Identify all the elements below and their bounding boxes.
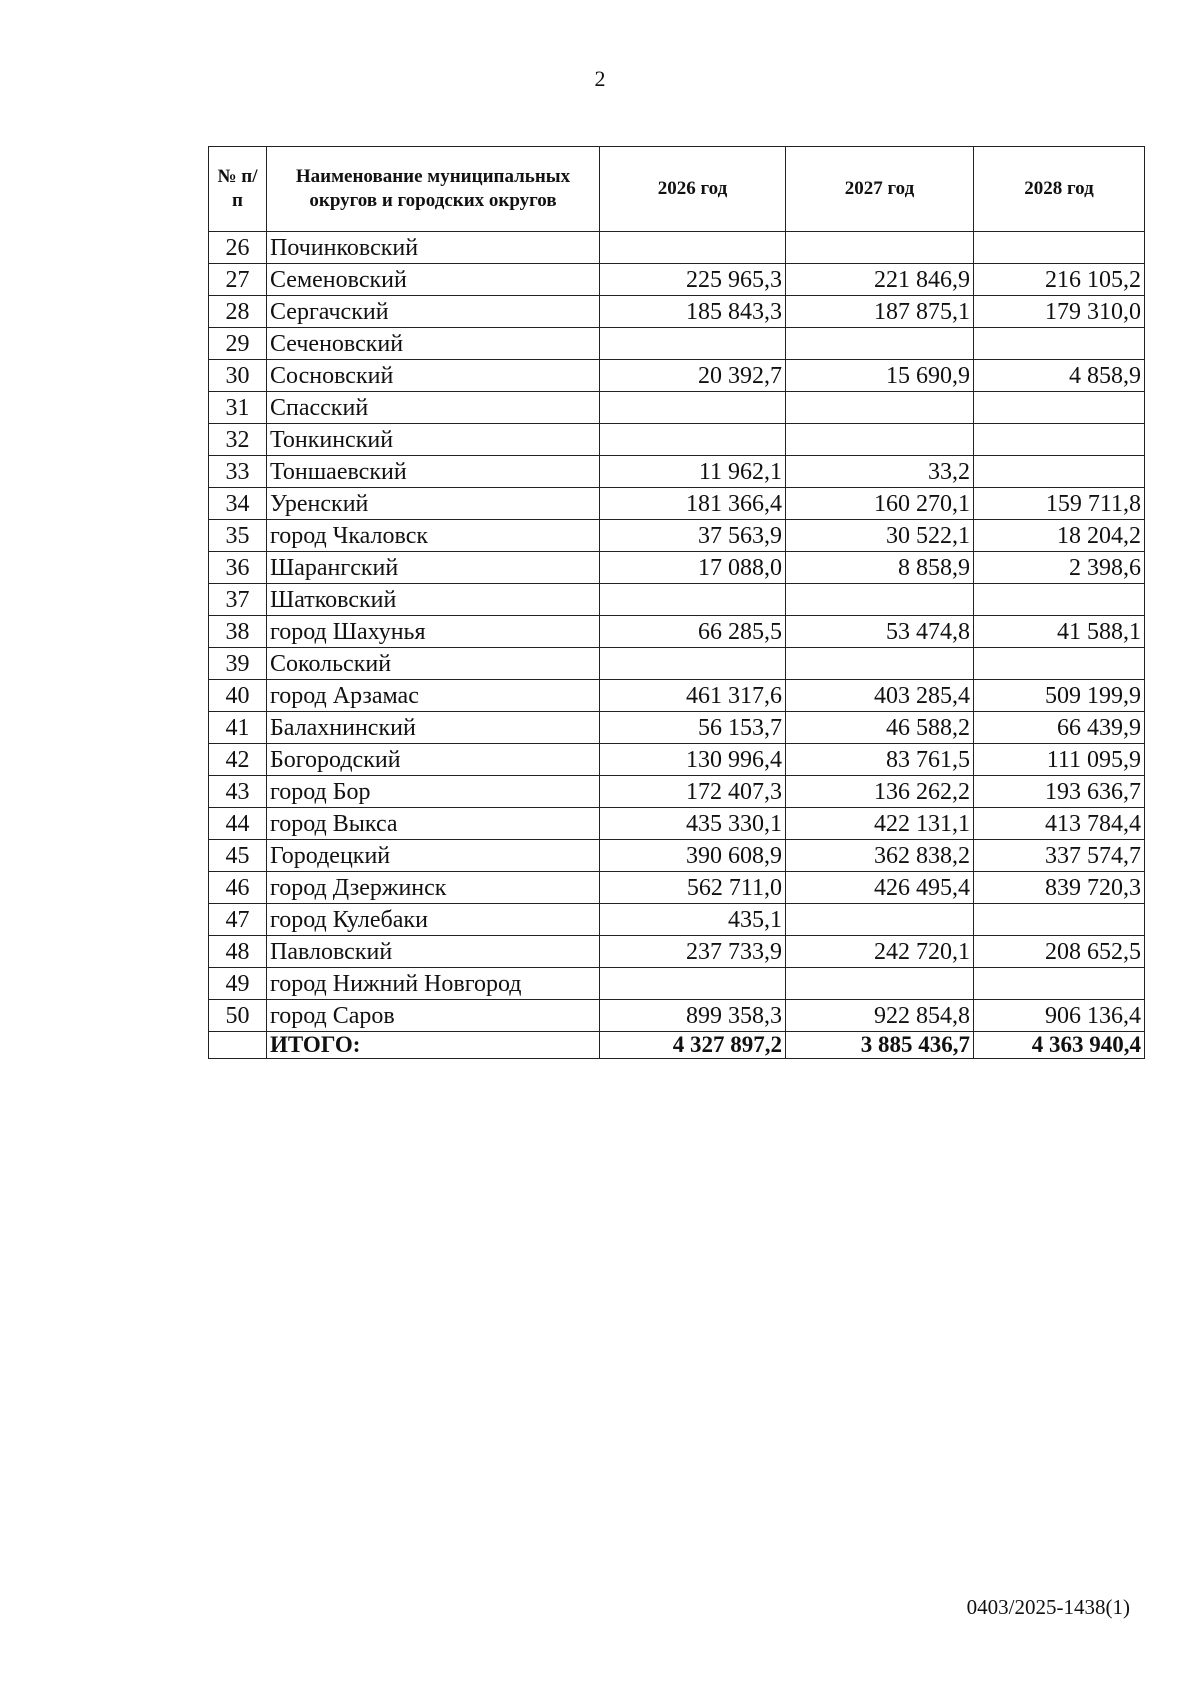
row-value-2027 xyxy=(786,584,974,616)
row-value-2028: 413 784,4 xyxy=(974,808,1145,840)
row-value-2027: 422 131,1 xyxy=(786,808,974,840)
row-value-2028: 193 636,7 xyxy=(974,776,1145,808)
row-name: Спасский xyxy=(267,392,600,424)
row-num: 49 xyxy=(209,968,267,1000)
row-name: Уренский xyxy=(267,488,600,520)
table-row xyxy=(209,744,1145,776)
row-name: Шарангский xyxy=(267,552,600,584)
row-value-2027: 426 495,4 xyxy=(786,872,974,904)
row-value-2027 xyxy=(786,424,974,456)
row-value-2028: 509 199,9 xyxy=(974,680,1145,712)
table-row xyxy=(209,232,1145,264)
row-num: 37 xyxy=(209,584,267,616)
row-value-2026 xyxy=(600,232,786,264)
row-value-2028: 216 105,2 xyxy=(974,264,1145,296)
row-value-2026: 20 392,7 xyxy=(600,360,786,392)
row-value-2027: 33,2 xyxy=(786,456,974,488)
table-row xyxy=(209,936,1145,968)
row-value-2027: 53 474,8 xyxy=(786,616,974,648)
row-value-2027: 46 588,2 xyxy=(786,712,974,744)
table-row xyxy=(209,904,1145,936)
table-row xyxy=(209,328,1145,360)
row-name: Павловский xyxy=(267,936,600,968)
row-value-2026: 172 407,3 xyxy=(600,776,786,808)
row-value-2027: 8 858,9 xyxy=(786,552,974,584)
row-value-2026 xyxy=(600,648,786,680)
table-row xyxy=(209,360,1145,392)
row-value-2028: 111 095,9 xyxy=(974,744,1145,776)
row-value-2026: 66 285,5 xyxy=(600,616,786,648)
table-row xyxy=(209,808,1145,840)
row-name: Сергачский xyxy=(267,296,600,328)
row-num: 27 xyxy=(209,264,267,296)
row-value-2028 xyxy=(974,424,1145,456)
row-value-2028: 179 310,0 xyxy=(974,296,1145,328)
row-value-2026: 461 317,6 xyxy=(600,680,786,712)
row-value-2026: 562 711,0 xyxy=(600,872,786,904)
row-value-2028 xyxy=(974,232,1145,264)
page-number: 2 xyxy=(594,66,606,91)
row-num: 32 xyxy=(209,424,267,456)
row-value-2027: 922 854,8 xyxy=(786,1000,974,1032)
row-num: 44 xyxy=(209,808,267,840)
total-num-cell xyxy=(209,1032,267,1059)
row-num: 28 xyxy=(209,296,267,328)
document-code: 0403/2025-1438(1) xyxy=(966,1595,1130,1619)
row-num: 36 xyxy=(209,552,267,584)
row-value-2028: 41 588,1 xyxy=(974,616,1145,648)
table-row xyxy=(209,680,1145,712)
table-row xyxy=(209,872,1145,904)
row-value-2026 xyxy=(600,424,786,456)
row-value-2028 xyxy=(974,584,1145,616)
table-row xyxy=(209,968,1145,1000)
row-name: Городецкий xyxy=(267,840,600,872)
row-value-2028: 906 136,4 xyxy=(974,1000,1145,1032)
row-value-2026: 56 153,7 xyxy=(600,712,786,744)
row-name: город Саров xyxy=(267,1000,600,1032)
row-num: 34 xyxy=(209,488,267,520)
total-label: ИТОГО: xyxy=(267,1032,600,1059)
row-num: 29 xyxy=(209,328,267,360)
row-num: 41 xyxy=(209,712,267,744)
row-value-2026: 390 608,9 xyxy=(600,840,786,872)
row-num: 50 xyxy=(209,1000,267,1032)
row-name: город Арзамас xyxy=(267,680,600,712)
table-row xyxy=(209,616,1145,648)
row-value-2027: 160 270,1 xyxy=(786,488,974,520)
row-name: Шатковский xyxy=(267,584,600,616)
header-row xyxy=(209,147,1145,232)
table-body xyxy=(209,232,1145,1032)
row-name: Балахнинский xyxy=(267,712,600,744)
row-name: город Дзержинск xyxy=(267,872,600,904)
row-value-2028: 159 711,8 xyxy=(974,488,1145,520)
row-value-2027: 187 875,1 xyxy=(786,296,974,328)
row-value-2026: 899 358,3 xyxy=(600,1000,786,1032)
row-value-2027 xyxy=(786,328,974,360)
row-value-2027 xyxy=(786,904,974,936)
row-value-2028: 839 720,3 xyxy=(974,872,1145,904)
row-value-2026: 225 965,3 xyxy=(600,264,786,296)
row-name: Сеченовский xyxy=(267,328,600,360)
row-value-2026: 130 996,4 xyxy=(600,744,786,776)
row-value-2028 xyxy=(974,392,1145,424)
row-value-2026 xyxy=(600,968,786,1000)
table-row xyxy=(209,392,1145,424)
total-2028: 4 363 940,4 xyxy=(974,1032,1145,1059)
row-value-2028 xyxy=(974,968,1145,1000)
row-num: 35 xyxy=(209,520,267,552)
row-value-2027: 242 720,1 xyxy=(786,936,974,968)
row-value-2028: 4 858,9 xyxy=(974,360,1145,392)
header-2027: 2027 год xyxy=(786,147,974,232)
row-value-2026: 185 843,3 xyxy=(600,296,786,328)
row-value-2028 xyxy=(974,904,1145,936)
row-name: город Чкаловск xyxy=(267,520,600,552)
row-num: 43 xyxy=(209,776,267,808)
row-name: Починковский xyxy=(267,232,600,264)
row-num: 42 xyxy=(209,744,267,776)
row-value-2028: 337 574,7 xyxy=(974,840,1145,872)
row-value-2026 xyxy=(600,328,786,360)
header-name: Наименование муниципальных округов и городских округов xyxy=(267,147,600,232)
row-name: город Нижний Новгород xyxy=(267,968,600,1000)
row-value-2027 xyxy=(786,392,974,424)
row-num: 26 xyxy=(209,232,267,264)
table-row xyxy=(209,520,1145,552)
row-value-2027 xyxy=(786,232,974,264)
table-row xyxy=(209,264,1145,296)
row-num: 38 xyxy=(209,616,267,648)
row-num: 47 xyxy=(209,904,267,936)
table-footer xyxy=(209,1032,1145,1059)
total-2027: 3 885 436,7 xyxy=(786,1032,974,1059)
row-value-2026: 17 088,0 xyxy=(600,552,786,584)
row-value-2027: 83 761,5 xyxy=(786,744,974,776)
table-row xyxy=(209,584,1145,616)
row-value-2028: 2 398,6 xyxy=(974,552,1145,584)
row-num: 46 xyxy=(209,872,267,904)
row-value-2028: 208 652,5 xyxy=(974,936,1145,968)
row-value-2027: 362 838,2 xyxy=(786,840,974,872)
row-value-2027: 15 690,9 xyxy=(786,360,974,392)
row-value-2026 xyxy=(600,584,786,616)
row-name: Тоншаевский xyxy=(267,456,600,488)
row-value-2026: 435 330,1 xyxy=(600,808,786,840)
row-name: город Бор xyxy=(267,776,600,808)
row-value-2027: 221 846,9 xyxy=(786,264,974,296)
row-name: город Шахунья xyxy=(267,616,600,648)
row-value-2026: 181 366,4 xyxy=(600,488,786,520)
row-value-2026 xyxy=(600,392,786,424)
row-num: 31 xyxy=(209,392,267,424)
row-value-2026: 37 563,9 xyxy=(600,520,786,552)
row-name: Тонкинский xyxy=(267,424,600,456)
row-num: 40 xyxy=(209,680,267,712)
table-row xyxy=(209,488,1145,520)
table-row xyxy=(209,648,1145,680)
budget-table xyxy=(208,146,1145,1059)
row-name: Семеновский xyxy=(267,264,600,296)
row-value-2028: 18 204,2 xyxy=(974,520,1145,552)
header-2026: 2026 год xyxy=(600,147,786,232)
row-name: город Кулебаки xyxy=(267,904,600,936)
table-row xyxy=(209,456,1145,488)
header-2028: 2028 год xyxy=(974,147,1145,232)
table-row xyxy=(209,712,1145,744)
row-num: 48 xyxy=(209,936,267,968)
table-header xyxy=(209,147,1145,232)
row-num: 39 xyxy=(209,648,267,680)
row-name: Богородский xyxy=(267,744,600,776)
row-value-2027: 136 262,2 xyxy=(786,776,974,808)
row-name: город Выкса xyxy=(267,808,600,840)
table-row xyxy=(209,776,1145,808)
row-value-2028 xyxy=(974,648,1145,680)
table-row xyxy=(209,296,1145,328)
table-row xyxy=(209,552,1145,584)
table-row xyxy=(209,1000,1145,1032)
row-num: 45 xyxy=(209,840,267,872)
row-value-2027 xyxy=(786,968,974,1000)
row-value-2027: 403 285,4 xyxy=(786,680,974,712)
row-value-2026: 11 962,1 xyxy=(600,456,786,488)
row-value-2027 xyxy=(786,648,974,680)
row-num: 33 xyxy=(209,456,267,488)
table-row xyxy=(209,424,1145,456)
total-2026: 4 327 897,2 xyxy=(600,1032,786,1059)
row-name: Сосновский xyxy=(267,360,600,392)
row-value-2026: 237 733,9 xyxy=(600,936,786,968)
table-row xyxy=(209,840,1145,872)
row-value-2027: 30 522,1 xyxy=(786,520,974,552)
row-value-2028 xyxy=(974,328,1145,360)
row-name: Сокольский xyxy=(267,648,600,680)
total-row xyxy=(209,1032,1145,1059)
row-value-2028 xyxy=(974,456,1145,488)
row-value-2028: 66 439,9 xyxy=(974,712,1145,744)
header-num: № п/п xyxy=(209,147,267,232)
row-value-2026: 435,1 xyxy=(600,904,786,936)
row-num: 30 xyxy=(209,360,267,392)
